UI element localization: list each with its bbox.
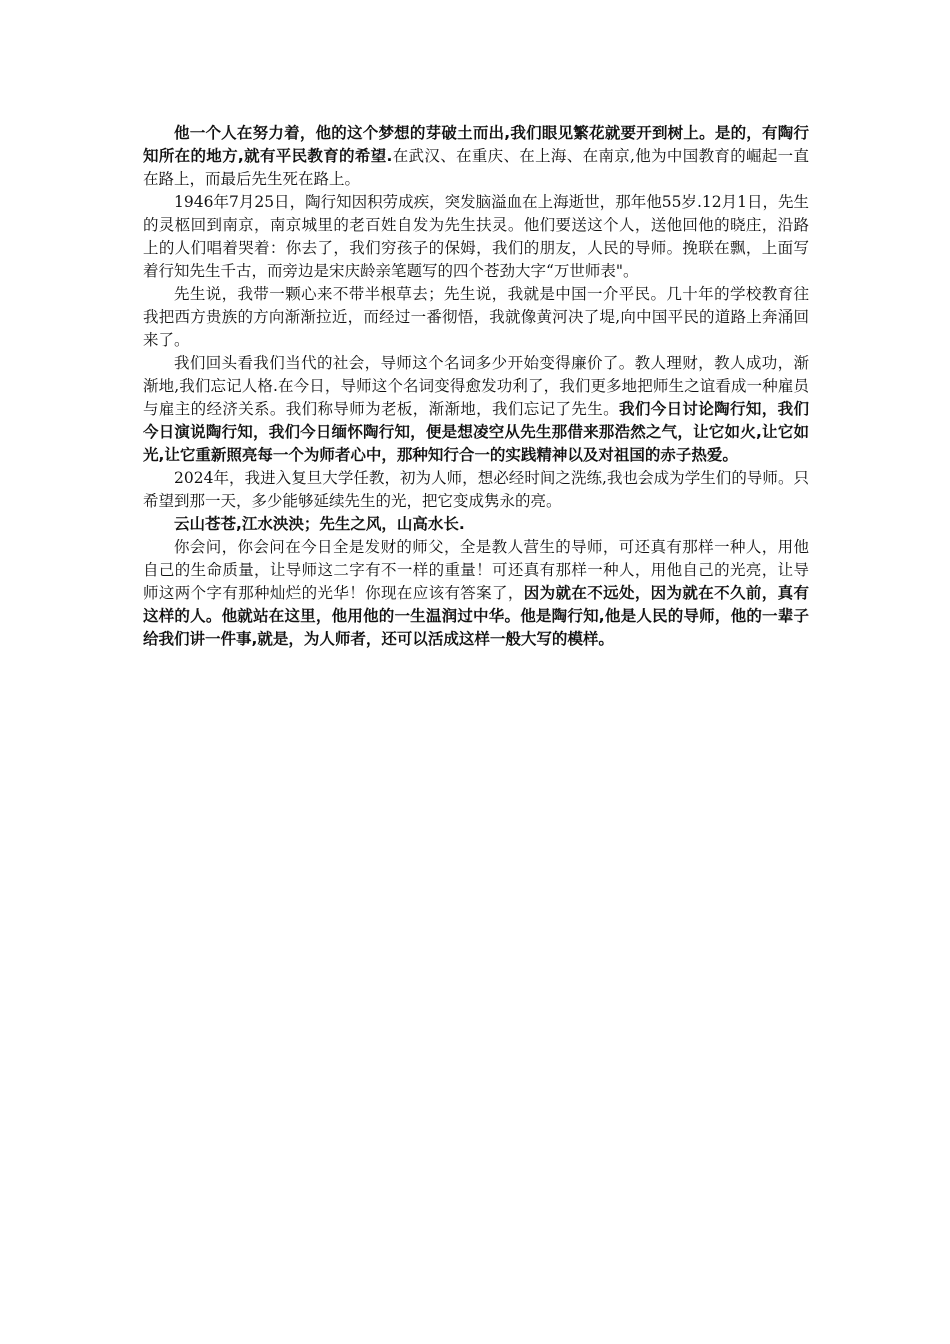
paragraph-5 bbox=[143, 467, 809, 513]
paragraph-3 bbox=[143, 283, 809, 352]
paragraph-4-regular-run: 我们回头看我们当代的社会，导师这个名词多少开始变得廉价了。教人理财，教人成功，渐渐地,我们忘记人格.在今日，导师这个名词变得愈发功利了，我们更多地把师生之谊看成一种雇员与雇主的经济关系。我们称导师为老板，渐渐地，我们忘记了先生。 bbox=[143, 354, 809, 418]
paragraph-1-regular-run: 在武汉、在重庆、在上海、在南京,他为中国教育的崛起一直在路上，而最后先生死在路上。 bbox=[143, 147, 809, 188]
paragraph-2-regular-run: 1946年7月25日，陶行知因积劳成疾，突发脑溢血在上海逝世，那年他55岁.12月1日，先生的灵柩回到南京，南京城里的老百姓自发为先生扶灵。他们要送这个人，送他回他的晓庄，沿路上的人们唱着哭着：你去了，我们穷孩子的保姆，我们的朋友，人民的导师。挽联在飘，上面写着行知先生千古，而旁边是宋庆龄亲笔题写的四个苍劲大字“万世师表"。 bbox=[143, 193, 809, 280]
paragraph-5-regular-run: 2024年，我进入复旦大学任教，初为人师，想必经时间之洗练,我也会成为学生们的导师。只希望到那一天，多少能够延续先生的光，把它变成隽永的亮。 bbox=[143, 469, 809, 510]
paragraph-4 bbox=[143, 352, 809, 467]
paragraph-1-bold-run: 他一个人在努力着，他的这个梦想的芽破土而出,我们眼见繁花就要开到树上。是的，有陶行知所在的地方,就有平民教育的希望. bbox=[143, 124, 809, 165]
document-body bbox=[143, 122, 809, 651]
paragraph-6-bold-run: 云山苍苍,江水泱泱；先生之风，山高水长. bbox=[174, 515, 465, 533]
paragraph-4-bold-run: 我们今日讨论陶行知，我们今日演说陶行知，我们今日缅怀陶行知，便是想凌空从先生那借来那浩然之气，让它如火,让它如光,让它重新照亮每一个为师者心中，那种知行合一的实践精神以及对祖国的赤子热爱。 bbox=[143, 400, 809, 464]
paragraph-2 bbox=[143, 191, 809, 283]
paragraph-1 bbox=[143, 122, 809, 191]
paragraph-7 bbox=[143, 536, 809, 651]
paragraph-3-regular-run: 先生说，我带一颗心来不带半根草去；先生说，我就是中国一介平民。几十年的学校教育往我把西方贵族的方向渐渐拉近，而经过一番彻悟，我就像黄河决了堤,向中国平民的道路上奔涌回来了。 bbox=[143, 285, 809, 349]
paragraph-7-bold-run: 因为就在不远处，因为就在不久前，真有这样的人。他就站在这里，他用他的一生温润过中华。他是陶行知,他是人民的导师，他的一辈子给我们讲一件事,就是，为人师者，还可以活成这样一般大写的模样。 bbox=[143, 584, 809, 648]
paragraph-7-regular-run: 你会问，你会问在今日全是发财的师父，全是教人营生的导师，可还真有那样一种人，用他自己的生命质量，让导师这二字有不一样的重量！可还真有那样一种人，用他自己的光亮，让导师这两个字有那种灿烂的光华！你现在应该有答案了， bbox=[143, 538, 809, 602]
paragraph-6 bbox=[143, 513, 809, 536]
